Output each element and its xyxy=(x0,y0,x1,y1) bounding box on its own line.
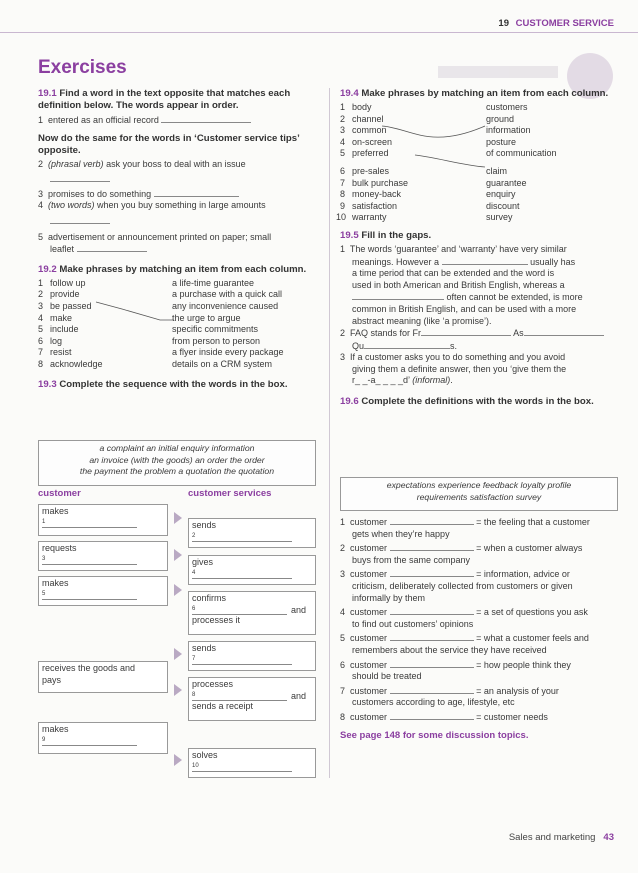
customer-step: makes 1 xyxy=(38,504,168,536)
exercise-19-2-heading: 19.2 Make phrases by matching an item from each column. xyxy=(38,263,307,275)
answer-blank[interactable] xyxy=(390,711,474,720)
exercise-19-4-heading: 19.4 Make phrases by matching an item from each column. xyxy=(340,88,609,99)
match-row: 2 channel ground xyxy=(340,113,515,124)
exercise-19-1-item: 4 (two words) when you buy something in large amounts xyxy=(38,200,266,211)
flow-arrow-icon xyxy=(174,684,182,696)
services-step: solves 10 xyxy=(188,748,316,778)
definition-item: 3 customer = information, advice or criticism, deliberately collected from customers or given informally by them xyxy=(340,569,573,603)
exercise-19-1-heading: 19.1 Find a word in the text opposite that matches each definition below. The words appear in order. xyxy=(38,88,291,111)
definition-item: 8 customer = customer needs xyxy=(340,711,548,722)
definition-item: 6 customer = how people think they should be treated xyxy=(340,659,571,682)
definition-item: 4 customer = a set of questions you ask to find out customers’ opinions xyxy=(340,607,588,629)
answer-blank[interactable] xyxy=(352,291,444,300)
match-row: 6 log from person to person xyxy=(38,335,261,346)
exercise-19-1-item: 2 (phrasal verb) ask your boss to deal with an issue xyxy=(38,158,246,169)
match-line-19-2 xyxy=(96,302,174,320)
page-footer: Sales and marketing 43 xyxy=(508,832,614,843)
exercise-19-1-item: 3 promises to do something xyxy=(38,188,320,201)
definition-item: 7 customer = an analysis of your customers according to age, lifestyle, etc xyxy=(340,685,559,708)
exercise-19-3-wordbox: a complaint an initial enquiry information an invoice (with the goods) an order the order the payment the problem a quotation the quotation xyxy=(38,440,316,486)
answer-blank[interactable] xyxy=(390,632,474,641)
match-row: 7 resist a flyer inside every package xyxy=(38,347,284,358)
flow-arrow-icon xyxy=(174,648,182,660)
definition-item: 1 customer = the feeling that a customer gets when they’re happy xyxy=(340,517,590,539)
services-step: sends 2 xyxy=(188,518,316,548)
discussion-link[interactable]: See page 148 for some discussion topics. xyxy=(340,729,529,741)
exercise-19-1-item: 5 advertisement or announcement printed on paper; small xyxy=(38,231,272,242)
match-row: 2 provide a purchase with a quick call xyxy=(38,289,283,300)
match-row: 6 pre-sales claim xyxy=(340,165,508,176)
services-step: processes 8 and sends a receipt xyxy=(188,677,316,721)
match-row: 5 preferred of communication xyxy=(340,148,557,159)
exercise-19-1-item: 1 entered as an official record xyxy=(38,114,320,127)
customer-step: receives the goods and pays xyxy=(38,661,168,693)
match-row: 3 common information xyxy=(340,125,531,136)
customer-step: requests 3 xyxy=(38,541,168,571)
flow-arrow-icon xyxy=(174,549,182,561)
services-column-header: customer services xyxy=(188,488,272,499)
customer-step: makes 9 xyxy=(38,722,168,754)
match-row: 8 money-back enquiry xyxy=(340,189,516,200)
match-row: 1 follow up a life-time guarantee xyxy=(38,277,255,288)
match-row: 8 acknowledge details on a CRM system xyxy=(38,358,273,369)
answer-blank[interactable] xyxy=(390,659,474,668)
customer-step: makes 5 xyxy=(38,576,168,606)
match-row: 4 make the urge to argue xyxy=(38,312,241,323)
exercise-19-4-rows xyxy=(336,102,618,224)
services-step: confirms 6 and processes it xyxy=(188,591,316,635)
answer-blank[interactable] xyxy=(524,327,604,336)
exercise-19-1-sub: Now do the same for the words in ‘Customer service tips’ opposite. xyxy=(38,132,300,156)
match-row: 7 bulk purchase guarantee xyxy=(340,177,527,188)
services-step: sends 7 xyxy=(188,641,316,671)
answer-blank[interactable] xyxy=(421,327,511,336)
unit-number: 19 xyxy=(498,18,509,29)
match-row: 1 body customers xyxy=(340,102,528,112)
definition-item: 2 customer = when a customer always buys from the same company xyxy=(340,543,583,565)
exercise-19-6-heading: 19.6 Complete the definitions with the words in the box. xyxy=(340,396,594,408)
answer-blank[interactable] xyxy=(390,685,474,694)
answer-blank[interactable] xyxy=(390,568,474,577)
flow-arrow-icon xyxy=(174,512,182,524)
section-title: Exercises xyxy=(38,57,127,78)
definition-item: 5 customer = what a customer feels and remembers about the service they have received xyxy=(340,633,589,655)
answer-blank[interactable] xyxy=(390,542,474,551)
exercise-19-5-heading: 19.5 Fill in the gaps. xyxy=(340,229,432,241)
answer-blank[interactable] xyxy=(364,340,450,349)
answer-blank[interactable] xyxy=(390,516,474,525)
services-step: gives 4 xyxy=(188,555,316,585)
exercise-19-6-wordbox: expectations experience feedback loyalty profile requirements satisfaction survey xyxy=(340,477,618,511)
customer-column-header: customer xyxy=(38,488,81,499)
right-column: 19.4 Make phrases by matching an item from each column. 1 body customers 2 channel ground 3 common information 4 on-screen posture 5 preferred of communication 6 pre-sales claim 7 bulk purchase guarantee 8 money-back enquiry 9 satisfaction discount 10 warranty survey 19.5 Fill in the gaps. 1 The words ‘guarantee’ and ‘warranty’ have very similar meanings. However a usually has a time period that can be extended and the word is used in both American and British English, whereas a often cannot be extended, is more common in British English, and can be used with a more abstract meaning (like ‘a promise’). 2 FAQ stands for Fr As Qu s. 3 If a customer asks you to do something and you avoid giving them a definite answer, then you ‘give them the r_ _-a_ _ _ _d’ (informal). 19.6 Complete the definitions with the words in the box. xyxy=(340,88,618,410)
match-row: 4 on-screen posture xyxy=(340,136,517,147)
match-row: 3 be passed any inconvenience caused xyxy=(38,300,279,311)
flow-arrow-icon xyxy=(174,754,182,766)
match-row: 9 satisfaction discount xyxy=(340,200,520,211)
flow-arrow-icon xyxy=(174,584,182,596)
exercise-19-3-heading: 19.3 Complete the sequence with the words in the box. xyxy=(38,378,288,390)
match-row: 10 warranty survey xyxy=(336,212,513,223)
unit-title: CUSTOMER SERVICE xyxy=(515,18,614,29)
answer-blank[interactable] xyxy=(442,256,528,265)
left-column: 19.1 Find a word in the text opposite that matches each definition below. The words appear in order. 1 entered as an official record Now do the same for the words in ‘Customer service tips’ opposite. 2 (phrasal verb) ask your boss to deal with an issue 3 promises to do something 4 (two words) when you buy something in large amounts 5 advertisement or announcement printed on paper; small leaflet 19.2 Make phrases by matching an item from each column. 1 follow up a life-time guarantee 2 provide a purchase with a quick call 3 be passed any inconvenience caused 4 make the urge to argue 5 include specific commitments 6 log from person to person 7 resist a flyer inside every package 8 acknowledge details on a CRM system 19.3 Complete the sequence with the words in the box. xyxy=(38,88,320,393)
exercise-19-6-rows xyxy=(340,516,620,741)
answer-blank[interactable] xyxy=(390,606,474,615)
match-row: 5 include specific commitments xyxy=(38,324,259,335)
